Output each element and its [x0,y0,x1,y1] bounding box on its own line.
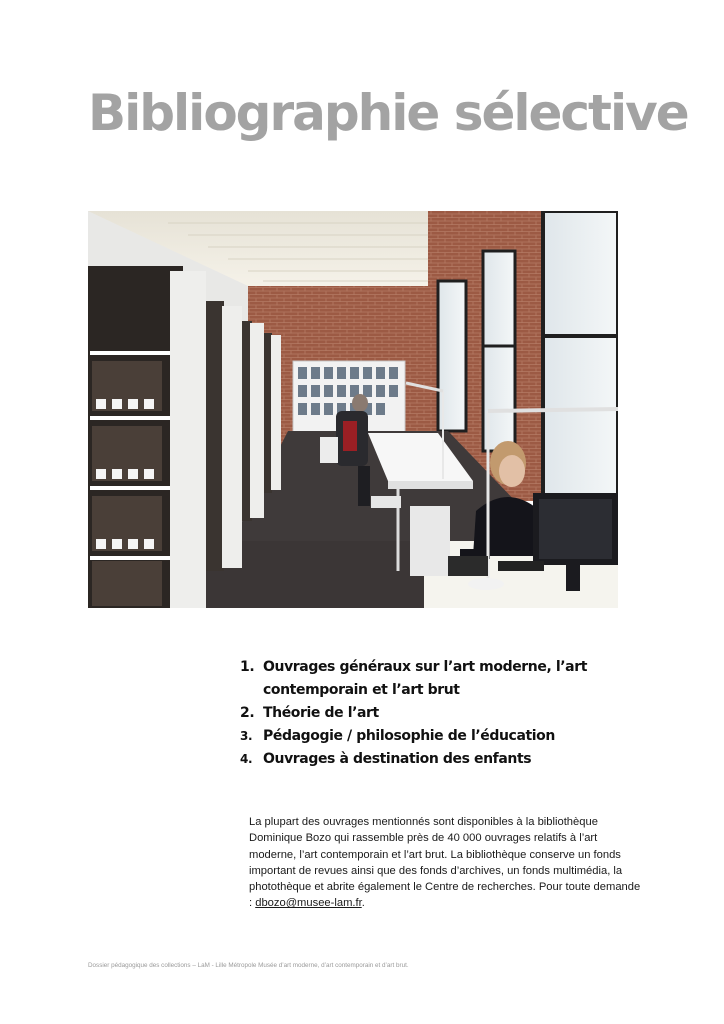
toc-item-number: 1. [240,659,255,675]
library-photo [88,211,618,608]
table-of-contents [240,656,600,771]
library-note-text: La plupart des ouvrages mentionnés sont disponibles à la bibliothèque Dominique Bozo qui rassemble près de 40 000 ouvrages relatifs à l’art moderne, l’art contemporain et l’art brut. La bibliothèque conserve un fonds important de revues ainsi que des fonds d’archives, un fonds multimédia, la photothèque et abrite également le Centre de recherches. Pour toute demande : [249,816,641,910]
toc-item-text: Théorie de l’art [263,705,379,721]
toc-item [240,656,600,702]
toc-item-text: Ouvrages généraux sur l’art moderne, l’art contemporain et l’art brut [263,659,588,698]
toc-item [240,725,600,748]
toc-item [240,702,600,725]
email-link[interactable]: dbozo@musee-lam.fr [255,897,362,910]
toc-item-number: 3. [240,729,253,743]
toc-item-text: Ouvrages à destination des enfants [263,751,532,767]
toc-item-text: Pédagogie / philosophie de l’éducation [263,728,555,744]
toc-item-number: 2. [240,705,255,721]
page-title: Bibliographie sélective [88,84,688,142]
library-note-end: . [361,897,365,910]
library-note [249,814,641,912]
toc-item-number: 4. [240,752,253,766]
page-footer: Dossier pédagogique des collections – LaM - Lille Métropole Musée d’art moderne, d’art contemporain et d’art brut. [88,962,409,969]
toc-item [240,748,600,771]
